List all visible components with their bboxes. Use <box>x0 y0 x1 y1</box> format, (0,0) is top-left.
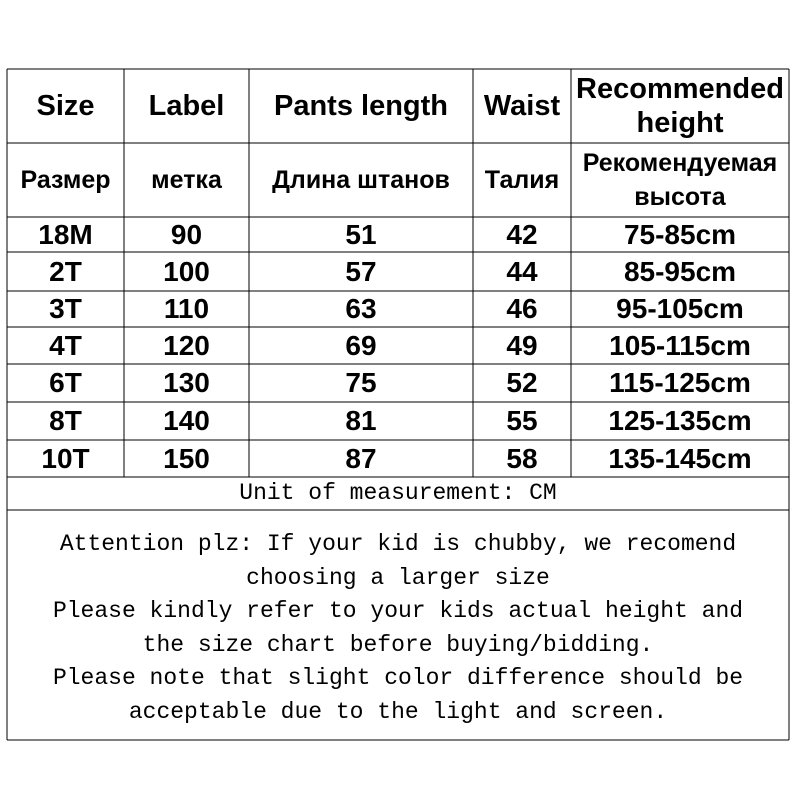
header-ru-size: Размер <box>20 166 111 194</box>
cell-recommended-height: 75-85cm <box>623 218 737 250</box>
cell-label: 140 <box>163 405 210 436</box>
cell-size: 6T <box>49 367 82 398</box>
cell-label: 110 <box>163 293 210 324</box>
cell-waist: 46 <box>506 293 538 324</box>
cell-label: 120 <box>163 329 210 361</box>
cell-pants-length: 51 <box>345 218 377 250</box>
cell-pants-length: 63 <box>345 293 377 324</box>
cell-label: 150 <box>163 442 210 474</box>
cell-waist: 52 <box>506 367 538 398</box>
cell-label: 100 <box>163 255 210 287</box>
unit-note: Unit of measurement: CM <box>239 480 557 506</box>
cell-pants-length: 57 <box>345 255 377 287</box>
cell-recommended-height: 85-95cm <box>623 255 737 287</box>
cell-recommended-height: 125-135cm <box>608 405 752 436</box>
note-line: choosing a larger size <box>246 564 550 591</box>
cell-size: 10T <box>41 442 90 474</box>
cell-recommended-height: 135-145cm <box>608 442 752 474</box>
header-recommended-height: Recommended height <box>576 73 784 139</box>
header-size: Size <box>36 90 95 122</box>
cell-waist: 49 <box>506 329 538 361</box>
cell-label: 90 <box>170 218 203 250</box>
cell-waist: 44 <box>506 255 538 287</box>
cell-waist: 42 <box>506 218 538 250</box>
cell-waist: 55 <box>506 405 538 436</box>
cell-pants-length: 81 <box>345 405 377 436</box>
header-waist: Waist <box>483 90 561 122</box>
cell-pants-length: 69 <box>345 329 377 361</box>
cell-waist: 58 <box>506 442 538 474</box>
header-ru-recommended-height: Рекомендуемая высота <box>582 149 778 211</box>
note-line: Attention plz: If your kid is chubby, we recomend <box>59 531 737 557</box>
note-line: the size chart before buying/bidding. <box>142 631 654 658</box>
note-line: acceptable due to the light and screen. <box>128 698 668 725</box>
cell-recommended-height: 95-105cm <box>616 293 744 324</box>
cell-size: 3T <box>49 293 82 324</box>
note-line: Please kindly refer to your kids actual height and <box>52 598 744 624</box>
header-ru-pants-length: Длина штанов <box>272 166 450 194</box>
cell-recommended-height: 105-115cm <box>609 329 751 361</box>
cell-label: 130 <box>163 367 210 398</box>
cell-size: 8T <box>49 405 82 436</box>
header-pants-length: Pants length <box>273 90 448 122</box>
header-ru-waist: Талия <box>484 166 560 194</box>
cell-size: 4T <box>49 329 82 361</box>
cell-size: 18M <box>38 218 93 250</box>
cell-pants-length: 75 <box>345 367 377 398</box>
cell-recommended-height: 115-125cm <box>609 367 751 398</box>
header-label: Label <box>148 90 225 122</box>
header-ru-label: метка <box>151 166 222 194</box>
note-line: Please note that slight color difference should be <box>52 665 744 691</box>
cell-size: 2T <box>49 255 82 287</box>
cell-pants-length: 87 <box>345 442 377 474</box>
